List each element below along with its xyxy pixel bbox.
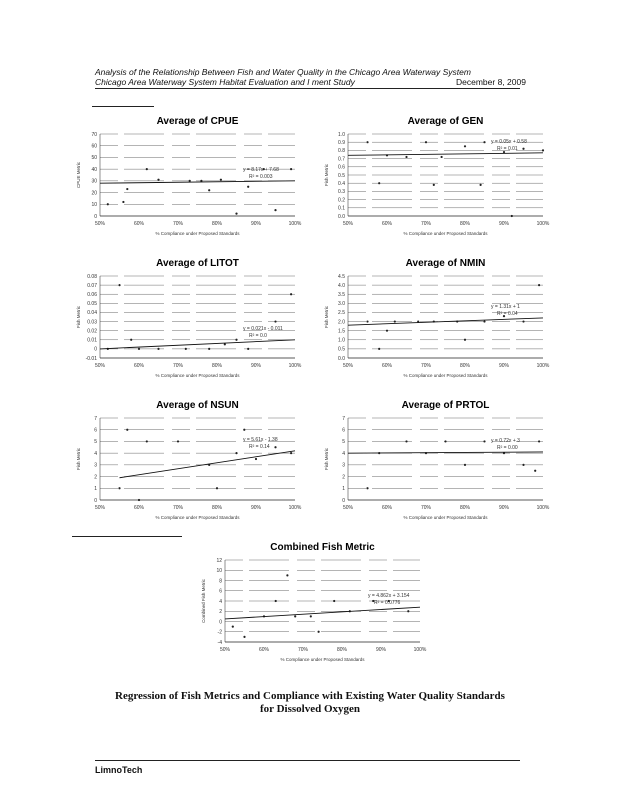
x-tick-label: 50%: [219, 647, 231, 653]
chart-gen: [318, 112, 553, 242]
x-tick-label: 100%: [413, 647, 427, 653]
y-tick-label: 20: [91, 190, 97, 197]
y-tick-label: 60: [91, 143, 97, 150]
x-axis-label: % Compliance under Proposed Standards: [155, 515, 240, 520]
chart-prtol: [318, 396, 553, 526]
data-point: [366, 141, 368, 143]
y-tick-label: 0.3: [338, 189, 345, 196]
y-tick-label: 0.5: [338, 172, 345, 179]
data-point: [538, 284, 540, 286]
y-tick-label: 0.08: [87, 273, 97, 280]
x-tick-label: 90%: [250, 363, 262, 369]
caption-line-2: for Dissolved Oxygen: [259, 703, 361, 715]
trendline: [100, 340, 295, 349]
x-tick-label: 80%: [459, 221, 471, 227]
trendline: [348, 153, 543, 155]
y-axis-label: CPUE Metric: [76, 161, 81, 189]
y-tick-label: 3: [94, 462, 97, 469]
y-tick-label: 1.0: [338, 131, 345, 138]
data-point: [483, 440, 485, 442]
y-tick-label: 0.4: [338, 181, 345, 187]
data-point: [274, 209, 276, 211]
y-tick-label: 0.01: [87, 337, 97, 344]
trend-equation: y = 0.72x + 3: [491, 437, 520, 444]
x-tick-label: 60%: [381, 221, 393, 227]
x-tick-label: 70%: [297, 647, 309, 653]
chart-svg-gen: [318, 112, 553, 242]
y-tick-label: 4.5: [338, 273, 345, 280]
y-tick-label: 2: [219, 609, 222, 616]
x-tick-label: 70%: [172, 363, 184, 369]
y-tick-label: 12: [216, 557, 222, 564]
x-axis-label: % Compliance under Proposed Standards: [403, 515, 488, 520]
x-tick-label: 80%: [459, 505, 471, 511]
x-tick-label: 50%: [94, 221, 106, 227]
y-tick-label: 10: [216, 568, 222, 575]
data-point: [243, 636, 245, 638]
x-tick-label: 100%: [536, 505, 550, 511]
x-tick-label: 60%: [133, 505, 145, 511]
data-point: [107, 203, 109, 205]
data-point: [247, 186, 249, 188]
y-tick-label: 10: [91, 202, 97, 209]
data-point: [464, 464, 466, 466]
data-point: [290, 168, 292, 170]
chart-title: Average of GEN: [407, 116, 484, 127]
caption-line-1: Regression of Fish Metrics and Compliance with Existing Water Quality Standards: [115, 690, 505, 702]
chart-title: Average of CPUE: [156, 116, 239, 127]
data-point: [243, 429, 245, 431]
data-point: [464, 339, 466, 341]
x-axis-label: % Compliance under Proposed Standards: [155, 231, 240, 236]
x-tick-label: 60%: [381, 505, 393, 511]
data-point: [274, 446, 276, 448]
trend-r-squared: R² = 0.14: [249, 443, 270, 450]
y-axis-label: Fish Metric: [324, 305, 329, 329]
y-tick-label: 0.04: [87, 310, 97, 317]
chart-litot: [70, 254, 305, 384]
data-point: [290, 293, 292, 295]
x-axis-label: % Compliance under Proposed Standards: [403, 231, 488, 236]
x-axis-label: % Compliance under Proposed Standards: [155, 373, 240, 378]
chart-svg-nsun: [70, 396, 305, 526]
chart-combined: [195, 538, 430, 668]
x-tick-label: 70%: [420, 363, 432, 369]
y-tick-label: 3.5: [338, 292, 345, 299]
trend-equation: y = 1.31x + 1: [491, 303, 520, 310]
data-point: [232, 626, 234, 628]
y-tick-label: 2.0: [338, 319, 345, 326]
x-tick-label: 100%: [288, 363, 302, 369]
data-point: [255, 458, 257, 460]
data-point: [441, 156, 443, 158]
x-tick-label: 50%: [94, 505, 106, 511]
data-point: [216, 487, 218, 489]
data-point: [275, 600, 277, 602]
x-tick-label: 90%: [498, 221, 510, 227]
y-tick-label: 70: [91, 131, 97, 138]
trendline: [120, 451, 296, 478]
trend-equation: y = 8.17x + 7.68: [243, 166, 279, 173]
study-subtitle-header: Chicago Area Waterway System Habitat Evaluation and I ment Study: [95, 77, 355, 87]
x-tick-label: 90%: [250, 221, 262, 227]
y-tick-label: 4: [94, 450, 97, 457]
data-point: [511, 215, 513, 217]
x-tick-label: 100%: [536, 221, 550, 227]
y-tick-label: 3: [342, 462, 345, 469]
y-tick-label: 0.07: [87, 282, 97, 289]
x-tick-label: 70%: [172, 221, 184, 227]
section-rule: [92, 106, 154, 107]
x-tick-label: 50%: [342, 505, 354, 511]
x-tick-label: 70%: [420, 505, 432, 511]
data-point: [405, 440, 407, 442]
data-point: [538, 440, 540, 442]
y-tick-label: 0.2: [338, 197, 345, 204]
y-tick-label: 3.0: [338, 301, 345, 308]
data-point: [130, 339, 132, 341]
y-tick-label: 0.7: [338, 156, 345, 163]
data-point: [224, 343, 226, 345]
trendline: [225, 607, 420, 619]
y-axis-label: Fish Metric: [324, 163, 329, 187]
trend-equation: y = 0.021x - 0.011: [243, 325, 283, 332]
data-point: [157, 179, 159, 181]
x-tick-label: 80%: [211, 505, 223, 511]
y-tick-label: 5: [342, 439, 345, 446]
y-tick-label: 6: [219, 588, 222, 595]
data-point: [138, 348, 140, 350]
x-tick-label: 80%: [336, 647, 348, 653]
y-axis-label: Fish Metric: [324, 447, 329, 471]
trend-equation: y = 4.862x + 3.154: [368, 593, 410, 600]
y-tick-label: 50: [91, 155, 97, 162]
x-tick-label: 50%: [342, 363, 354, 369]
trendline: [348, 452, 543, 453]
y-tick-label: 7: [342, 415, 345, 422]
data-point: [542, 149, 544, 151]
y-tick-label: 1: [342, 486, 345, 493]
x-tick-label: 100%: [288, 505, 302, 511]
x-axis-label: % Compliance under Proposed Standards: [280, 657, 365, 662]
data-point: [534, 470, 536, 472]
data-point: [405, 156, 407, 158]
data-point: [126, 429, 128, 431]
data-point: [407, 610, 409, 612]
trend-r-squared: R² = 0.003: [249, 173, 273, 180]
data-point: [146, 168, 148, 170]
header-rule: [95, 88, 520, 89]
y-tick-label: 0: [94, 346, 97, 353]
chart-svg-combined: [195, 538, 430, 668]
report-date: December 8, 2009: [456, 77, 526, 87]
y-tick-label: 0.0: [338, 213, 345, 220]
y-tick-label: -4: [217, 639, 222, 646]
chart-svg-litot: [70, 254, 305, 384]
y-tick-label: 2.5: [338, 310, 345, 317]
x-tick-label: 80%: [459, 363, 471, 369]
trend-r-squared: R² = 0.0776: [374, 600, 401, 607]
data-point: [138, 499, 140, 501]
y-tick-label: 1.0: [338, 337, 345, 344]
y-tick-label: -0.01: [85, 355, 97, 362]
y-tick-label: 0.0: [338, 355, 345, 362]
data-point: [235, 339, 237, 341]
data-point: [483, 320, 485, 322]
y-tick-label: 4: [342, 450, 345, 457]
x-tick-label: 90%: [250, 505, 262, 511]
x-tick-label: 60%: [133, 363, 145, 369]
data-point: [522, 464, 524, 466]
data-point: [366, 487, 368, 489]
y-tick-label: 6: [94, 427, 97, 434]
y-tick-label: 5: [94, 439, 97, 446]
y-axis-label: Combined Fish Metric: [201, 579, 206, 623]
x-tick-label: 80%: [211, 221, 223, 227]
trendline: [100, 181, 295, 183]
x-tick-label: 50%: [342, 221, 354, 227]
x-tick-label: 100%: [536, 363, 550, 369]
x-tick-label: 70%: [172, 505, 184, 511]
data-point: [378, 348, 380, 350]
data-point: [310, 615, 312, 617]
data-point: [208, 189, 210, 191]
chart-nmin: [318, 254, 553, 384]
data-point: [118, 284, 120, 286]
data-point: [378, 182, 380, 184]
y-tick-label: 6: [342, 427, 345, 434]
x-tick-label: 90%: [498, 363, 510, 369]
data-point: [235, 213, 237, 215]
data-point: [185, 348, 187, 350]
data-point: [294, 615, 296, 617]
chart-nsun: [70, 396, 305, 526]
data-point: [286, 574, 288, 576]
data-point: [480, 184, 482, 186]
data-point: [425, 141, 427, 143]
y-tick-label: 4: [219, 598, 222, 605]
footer-rule: [95, 760, 520, 761]
chart-title: Average of PRTOL: [401, 400, 490, 411]
data-point: [177, 440, 179, 442]
footer-company: LimnoTech: [95, 765, 143, 775]
y-tick-label: 0.06: [87, 292, 97, 299]
data-point: [433, 184, 435, 186]
trend-r-squared: R² = 0.04: [497, 310, 518, 317]
data-point: [189, 180, 191, 182]
data-point: [483, 141, 485, 143]
data-point: [522, 148, 524, 150]
chart-svg-cpue: [70, 112, 305, 242]
y-tick-label: 0.9: [338, 140, 345, 146]
data-point: [122, 201, 124, 203]
y-tick-label: 30: [91, 178, 97, 185]
x-tick-label: 60%: [258, 647, 270, 653]
data-point: [290, 452, 292, 454]
data-point: [318, 631, 320, 633]
y-tick-label: 0.05: [87, 301, 97, 308]
data-point: [220, 179, 222, 181]
data-point: [146, 440, 148, 442]
x-tick-label: 90%: [498, 505, 510, 511]
y-tick-label: 0: [94, 213, 97, 220]
chart-title: Average of NSUN: [156, 400, 239, 411]
y-tick-label: 0: [219, 619, 222, 626]
y-tick-label: 1: [94, 486, 97, 493]
y-tick-label: 0.5: [338, 346, 345, 353]
chart-title: Average of LITOT: [156, 258, 239, 269]
trend-r-squared: R² = 0.0: [249, 332, 267, 339]
y-tick-label: 0: [94, 497, 97, 504]
data-point: [386, 330, 388, 332]
data-point: [366, 320, 368, 322]
x-axis-label: % Compliance under Proposed Standards: [403, 373, 488, 378]
data-point: [444, 440, 446, 442]
chart-title: Average of NMIN: [405, 258, 486, 269]
trend-equation: y = 0.05x + 0.58: [491, 138, 527, 145]
y-axis-label: Fish Metric: [76, 447, 81, 471]
y-tick-label: 7: [94, 415, 97, 422]
data-point: [522, 320, 524, 322]
y-tick-label: 4.0: [338, 282, 345, 289]
x-tick-label: 80%: [211, 363, 223, 369]
trend-r-squared: R² = 0.01: [497, 145, 518, 152]
chart-title: Combined Fish Metric: [270, 542, 375, 553]
y-tick-label: 0.02: [87, 328, 97, 335]
trend-r-squared: R² = 0.00: [497, 444, 518, 451]
y-tick-label: 2: [94, 474, 97, 481]
data-point: [247, 348, 249, 350]
x-tick-label: 60%: [133, 221, 145, 227]
y-tick-label: 0.8: [338, 148, 345, 155]
y-tick-label: 40: [91, 166, 97, 173]
data-point: [274, 320, 276, 322]
figure-caption: [60, 690, 560, 716]
y-axis-label: Fish Metric: [76, 305, 81, 329]
y-tick-label: 2: [342, 474, 345, 481]
data-point: [464, 145, 466, 147]
y-tick-label: -2: [217, 629, 222, 636]
x-tick-label: 70%: [420, 221, 432, 227]
chart-svg-prtol: [318, 396, 553, 526]
data-point: [235, 452, 237, 454]
y-tick-label: 8: [219, 578, 222, 585]
trend-equation: y = 5.61x - 1.38: [243, 436, 278, 443]
y-tick-label: 0.1: [338, 205, 345, 212]
data-point: [394, 320, 396, 322]
y-tick-label: 0.03: [87, 319, 97, 326]
y-tick-label: 0: [342, 497, 345, 504]
data-point: [126, 188, 128, 190]
report-title-header: Analysis of the Relationship Between Fish and Water Quality in the Chicago Area Waterway System: [95, 67, 471, 77]
data-point: [333, 600, 335, 602]
x-tick-label: 100%: [288, 221, 302, 227]
data-point: [118, 487, 120, 489]
x-tick-label: 50%: [94, 363, 106, 369]
x-tick-label: 60%: [381, 363, 393, 369]
y-tick-label: 1.5: [338, 328, 345, 335]
section-rule: [72, 536, 182, 537]
data-point: [208, 348, 210, 350]
chart-cpue: [70, 112, 305, 242]
x-tick-label: 90%: [375, 647, 387, 653]
data-point: [157, 348, 159, 350]
y-tick-label: 0.6: [338, 164, 345, 171]
chart-svg-nmin: [318, 254, 553, 384]
